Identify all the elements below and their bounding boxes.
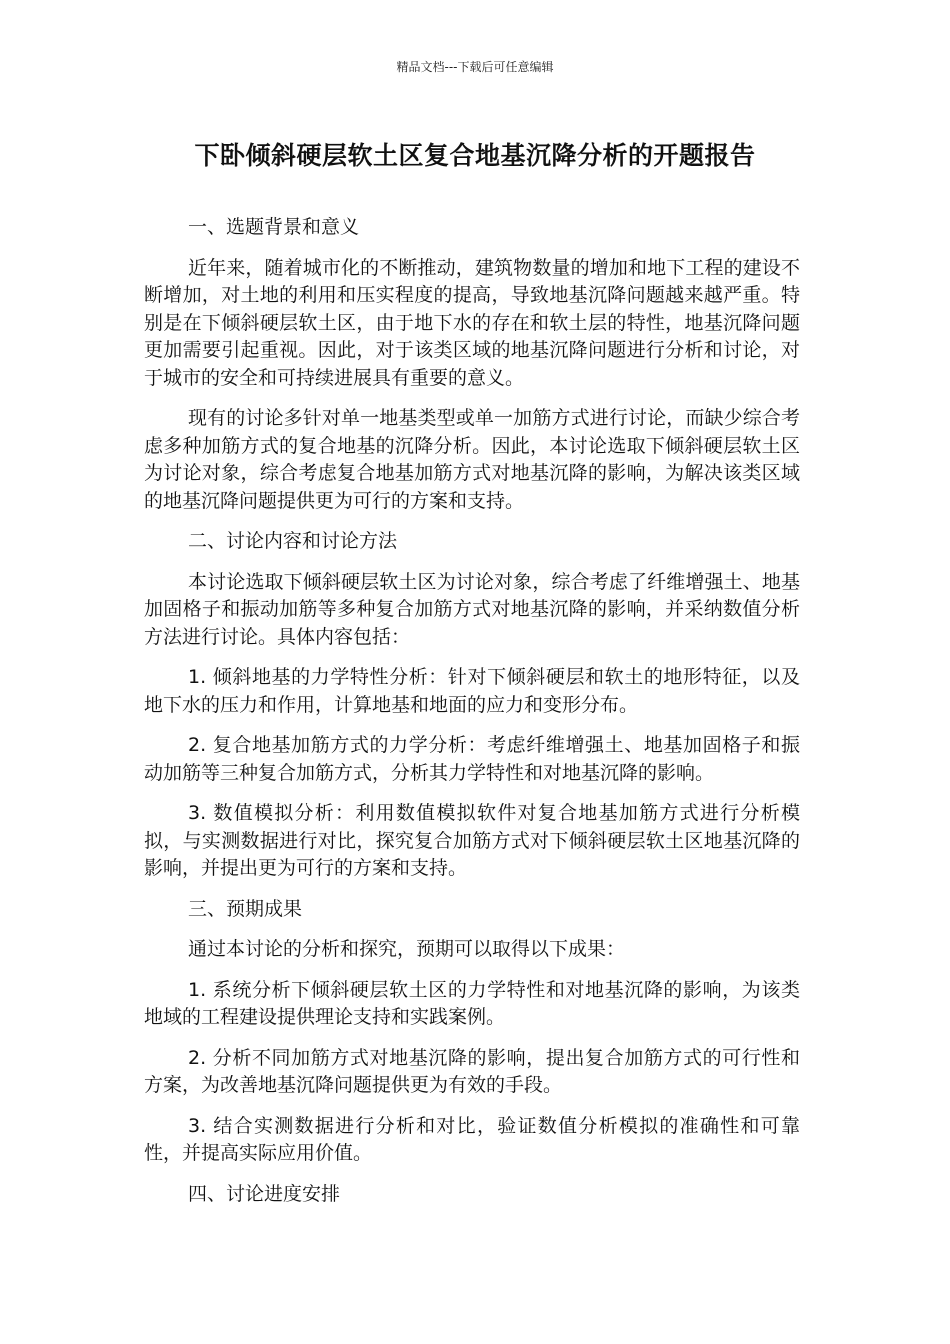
list-item: 1. 系统分析下倾斜硬层软土区的力学特性和对地基沉降的影响，为该类地域的工程建设提供理论支持和实践案例。	[144, 978, 800, 1028]
paragraph: 现有的讨论多针对单一地基类型或单一加筋方式进行讨论，而缺少综合考虑多种加筋方式的复合地基的沉降分析。因此，本讨论选取下倾斜硬层软土区为讨论对象，综合考虑复合地基加筋方式对地基沉降的影响，为解决该类区域的地基沉降问题提供更为可行的方案和支持。	[144, 407, 800, 512]
paragraph: 通过本讨论的分析和探究，预期可以取得以下成果：	[188, 938, 626, 960]
list-item: 3. 数值模拟分析：利用数值模拟软件对复合地基加筋方式进行分析模拟，与实测数据进行对比，探究复合加筋方式对下倾斜硬层软土区地基沉降的影响，并提出更为可行的方案和支持。	[144, 802, 800, 879]
document-title: 下卧倾斜硬层软土区复合地基沉降分析的开题报告	[194, 141, 756, 170]
section-heading-2: 二、讨论内容和讨论方法	[188, 530, 398, 552]
paragraph: 近年来，随着城市化的不断推动，建筑物数量的增加和地下工程的建设不断增加，对土地的利用和压实程度的提高，导致地基沉降问题越来越严重。特别是在下倾斜硬层软土区，由于地下水的存在和软土层的特性，地基沉降问题更加需要引起重视。因此，对于该类区域的地基沉降问题进行分析和讨论，对于城市的安全和可持续进展具有重要的意义。	[144, 256, 800, 389]
list-item: 3. 结合实测数据进行分析和对比，验证数值分析模拟的准确性和可靠性，并提高实际应用价值。	[144, 1114, 800, 1164]
document-body	[144, 214, 800, 1221]
list-item: 2. 分析不同加筋方式对地基沉降的影响，提出复合加筋方式的可行性和方案，为改善地基沉降问题提供更为有效的手段。	[144, 1046, 800, 1096]
list-item: 2. 复合地基加筋方式的力学分析：考虑纤维增强土、地基加固格子和振动加筋等三种复合加筋方式，分析其力学特性和对地基沉降的影响。	[144, 734, 800, 784]
header-note: 精品文档---下载后可任意编辑	[396, 60, 554, 74]
section-heading-4: 四、讨论进度安排	[188, 1182, 341, 1205]
list-item: 1. 倾斜地基的力学特性分析：针对下倾斜硬层和软土的地形特征，以及地下水的压力和作用，计算地基和地面的应力和变形分布。	[144, 666, 800, 716]
section-heading-1: 一、选题背景和意义	[188, 216, 360, 238]
section-heading-3: 三、预期成果	[188, 897, 303, 920]
paragraph: 本讨论选取下倾斜硬层软土区为讨论对象，综合考虑了纤维增强土、地基加固格子和振动加筋等多种复合加筋方式对地基沉降的影响，并采纳数值分析方法进行讨论。具体内容包括：	[144, 570, 800, 648]
